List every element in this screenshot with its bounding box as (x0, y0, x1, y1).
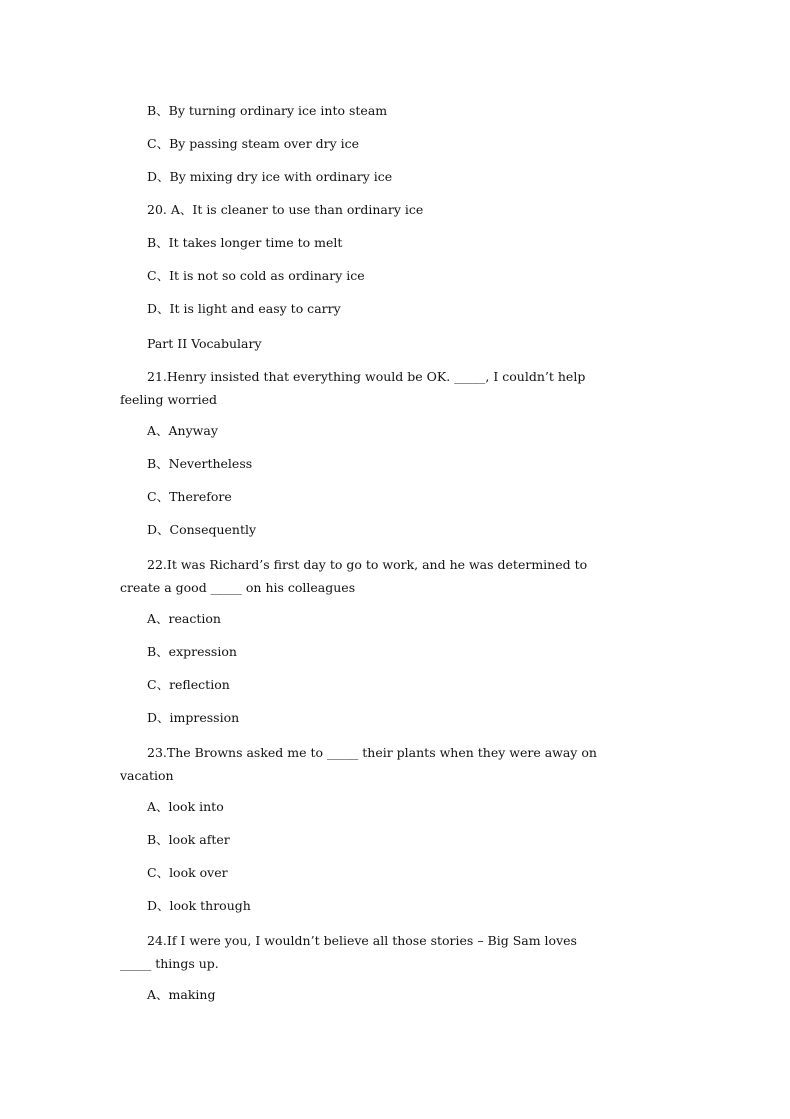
q20-option-b: B、It takes longer time to melt (147, 235, 343, 250)
q22-option-b: B、expression (147, 644, 237, 659)
q22-option-a: A、reaction (147, 611, 221, 626)
q23-stem-line2: vacation (120, 768, 174, 783)
q21-stem-line2: feeling worried (120, 392, 218, 407)
q22-stem-line1: 22.It was Richard’s first day to go to work, and he was determined to (147, 557, 588, 572)
q23-option-d: D、look through (147, 898, 251, 913)
q24-stem-line2: _____ things up. (120, 956, 219, 971)
q22-option-c: C、reflection (147, 677, 230, 692)
q23-option-a: A、look into (147, 799, 224, 814)
section-heading: Part II Vocabulary (147, 336, 262, 351)
q19-option-c: C、By passing steam over dry ice (147, 136, 360, 151)
q20-option-c: C、It is not so cold as ordinary ice (147, 268, 365, 283)
q21-option-a: A、Anyway (147, 423, 218, 438)
q20-option-d: D、It is light and easy to carry (147, 301, 341, 316)
q23-stem-line1: 23.The Browns asked me to _____ their plants when they were away on (147, 745, 597, 760)
q21-option-b: B、Nevertheless (147, 456, 253, 471)
q21-stem-line1: 21.Henry insisted that everything would be OK. _____, I couldn’t help (147, 369, 586, 384)
q23-option-c: C、look over (147, 865, 228, 880)
q21-option-c: C、Therefore (147, 489, 232, 504)
q23-option-b: B、look after (147, 832, 230, 847)
q19-option-b: B、By turning ordinary ice into steam (147, 103, 388, 118)
q22-stem-line2: create a good _____ on his colleagues (120, 580, 356, 595)
q24-stem-line1: 24.If I were you, I wouldn’t believe all those stories – Big Sam loves (147, 933, 577, 948)
q21-option-d: D、Consequently (147, 522, 257, 537)
q19-option-d: D、By mixing dry ice with ordinary ice (147, 169, 393, 184)
q22-option-d: D、impression (147, 710, 240, 725)
q24-option-a: A、making (147, 987, 216, 1002)
q20-option-a: 20. A、It is cleaner to use than ordinary ice (147, 202, 424, 217)
